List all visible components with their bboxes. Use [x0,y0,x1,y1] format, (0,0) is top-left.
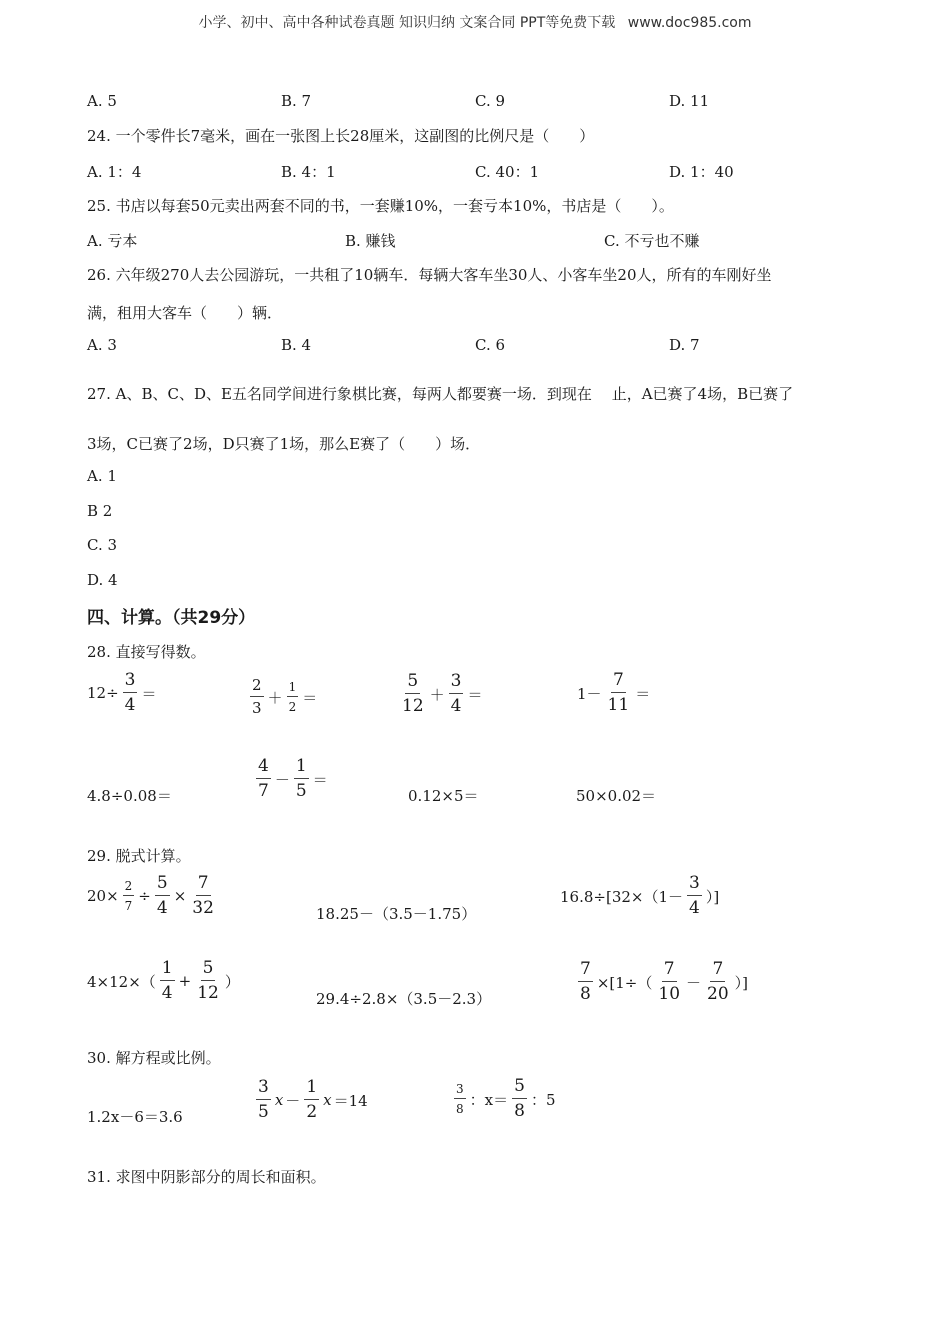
q28-expr-8: 50×0.02＝ [576,787,657,805]
q23-option-c: C. 9 [475,92,506,110]
q27-option-b: B 2 [87,502,113,520]
fraction: $\frac{5}{12}$ [402,671,424,716]
fraction: $\frac{4}{7}$ [258,756,269,801]
variable: x [323,1091,332,1109]
fraction: $\frac{1}{5}$ [295,756,307,801]
expr-text: ）] [734,973,749,992]
expr-text: 16.8÷[32×（1－ [560,887,684,906]
fraction: $\frac{5}{12}$ [197,958,219,1003]
q29-expr-4 [87,960,240,1002]
q28-expr-2 [248,676,317,716]
expr-text: ＝ [302,688,318,707]
section-title: 四、计算。（共29分） [87,608,256,628]
q29-expr-1 [87,875,218,917]
q29-expr-2: 18.25－（3.5－1.75） [316,905,477,923]
fraction: $\frac{1}{2}$ [288,680,297,714]
operator: － [285,1091,301,1110]
fraction: $\frac{2}{7}$ [124,879,133,913]
q25-option-a: A. 亏本 [87,232,138,250]
fraction: $\frac{3}{5}$ [258,1077,269,1122]
q28-title: 28. 直接写得数。 [87,643,206,661]
operator: ＋ [267,688,283,707]
expr-text: ＝ [635,684,651,703]
q26-option-a: A. 3 [87,336,117,354]
expr-text: ：5 [530,1090,556,1109]
q30-expr-1: 1.2x－6＝3.6 [87,1108,183,1126]
q29-expr-3 [560,875,719,917]
operator: × [173,887,187,905]
fraction: $\frac{3}{4}$ [689,873,700,918]
q26-option-c: C. 6 [475,336,506,354]
q27-option-c: C. 3 [87,536,118,554]
expr-text: ＝ [467,685,483,704]
expr-text: 4×12×（ [87,972,156,991]
fraction: $\frac{7}{10}$ [658,959,681,1004]
q28-expr-4 [577,672,650,714]
q28-expr-1 [87,672,157,714]
q24-option-a: A. 1：4 [87,163,142,181]
expr-text: 12÷ [87,684,119,702]
expr-text: ＝ [141,684,157,703]
fraction: $\frac{1}{2}$ [306,1077,318,1122]
expr-text: ）] [705,887,720,906]
q30-expr-3 [452,1078,555,1120]
variable: x [274,1091,284,1109]
q29-title: 29. 脱式计算。 [87,847,191,865]
q30-expr-2 [254,1078,368,1121]
fraction: $\frac{7}{8}$ [580,959,591,1004]
expr-text: 1－ [577,684,602,703]
fraction: $\frac{3}{4}$ [450,671,462,716]
q27-option-a: A. 1 [87,467,117,485]
q28-expr-3 [398,672,483,715]
q24-option-b: B. 4：1 [281,163,336,181]
expr-text: ） [224,972,240,991]
fraction: $\frac{5}{8}$ [514,1076,525,1121]
fraction: $\frac{5}{4}$ [156,873,168,918]
q25-option-b: B. 赚钱 [345,232,396,250]
q31-text: 31. 求图中阴影部分的周长和面积。 [87,1168,326,1186]
q30-title: 30. 解方程或比例。 [87,1049,221,1067]
expr-text: ：x＝ [469,1090,509,1109]
q29-expr-6 [576,960,748,1003]
operator: ÷ [138,887,151,905]
q28-expr-5: 4.8÷0.08＝ [87,787,172,805]
q24-text: 24. 一个零件长7毫米，画在一张图上长28厘米，这副图的比例尺是（ ） [87,127,595,145]
q23-option-a: A. 5 [87,92,117,110]
operator: － [274,770,290,789]
fraction: $\frac{1}{4}$ [161,958,173,1003]
q26-text-line1: 26. 六年级270人去公园游玩，一共租了10辆车．每辆大客车坐30人、小客车坐20人，所有的车刚好坐 [87,266,772,284]
operator: ＋ [429,685,445,704]
fraction: $\frac{7}{32}$ [192,873,214,918]
fraction: $\frac{7}{20}$ [707,959,729,1004]
fraction: $\frac{3}{4}$ [124,670,136,715]
expr-text: ＝ [312,770,328,789]
fraction: $\frac{3}{8}$ [456,1082,464,1116]
q25-text: 25. 书店以每套50元卖出两套不同的书，一套赚10%，一套亏本10%，书店是（ ）。 [87,197,674,215]
q27-option-d: D. 4 [87,571,118,589]
expr-text: ×[1÷（ [596,973,653,992]
header-url: www.doc985.com [627,15,752,31]
expr-text: ＝14 [333,1091,368,1110]
q28-expr-7: 0.12×5＝ [408,787,479,805]
q26-text-line2: 满，租用大客车（ ）辆． [87,304,283,322]
expr-text: 20× [87,887,119,905]
operator: － [686,973,702,992]
q27-text-line2: 3场，C已赛了2场，D只赛了1场，那么E赛了（ ）场． [87,435,481,453]
q24-option-c: C. 40：1 [475,163,540,181]
q23-option-b: B. 7 [281,92,312,110]
q25-option-c: C. 不亏也不赚 [604,232,700,250]
fraction: $\frac{2}{3}$ [252,676,262,717]
fraction: $\frac{7}{11}$ [607,670,630,715]
q26-option-b: B. 4 [281,336,312,354]
q28-expr-6 [254,757,328,800]
q23-option-d: D. 11 [669,92,710,110]
q26-option-d: D. 7 [669,336,700,354]
q29-expr-5: 29.4÷2.8×（3.5－2.3） [316,990,492,1008]
operator: + [178,972,192,990]
header-text: 小学、初中、高中各种试卷真题 知识归纳 文案合同 PPT等免费下载 [198,15,616,31]
q24-option-d: D. 1：40 [669,163,734,181]
page-header [0,12,950,32]
q27-text-line1: 27. A、B、C、D、E五名同学间进行象棋比赛，每两人都要赛一场．到现在 止，A已赛了4场，B已赛了 [87,385,794,403]
